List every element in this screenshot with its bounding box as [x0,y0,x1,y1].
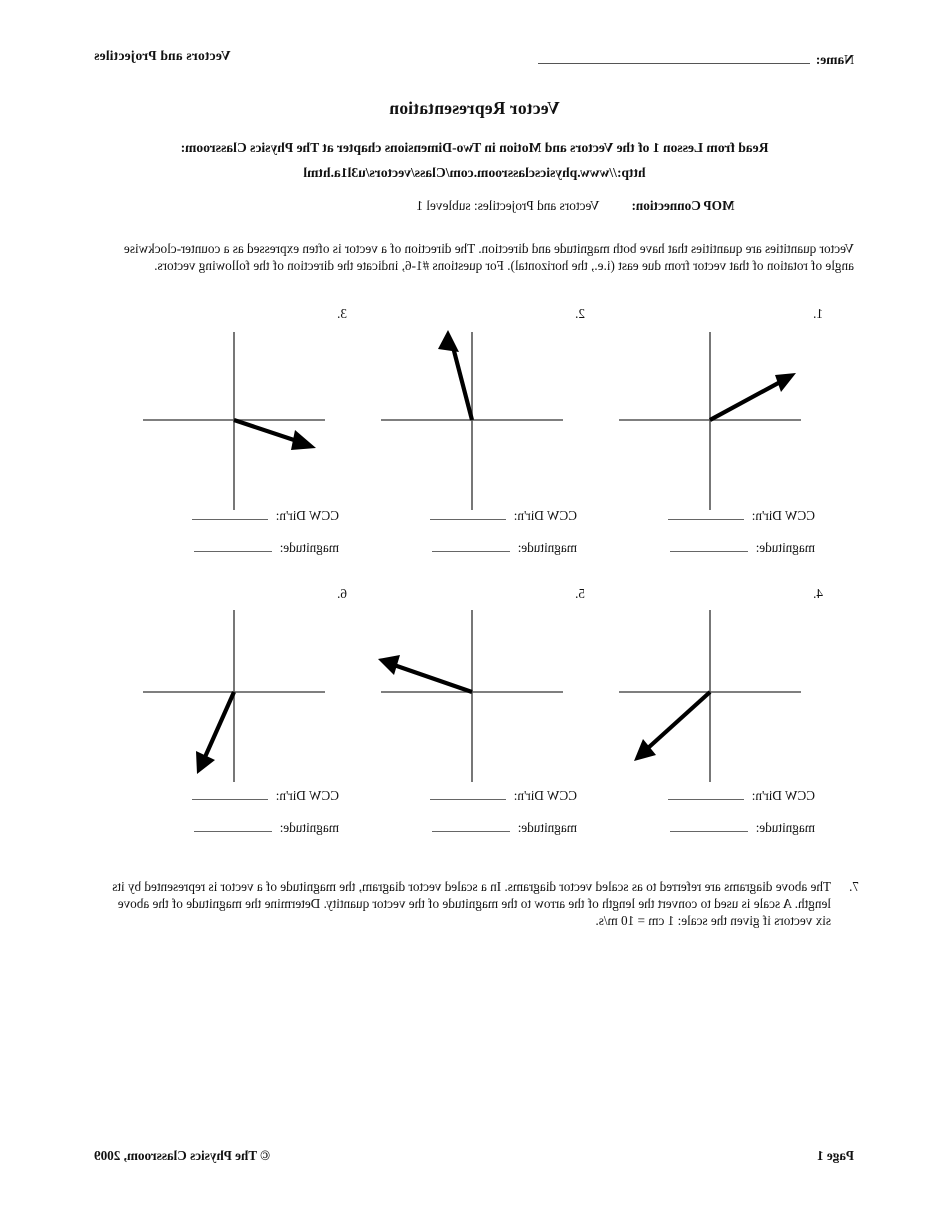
page-header [94,48,854,68]
vector-diagram-4 [601,600,819,800]
ccw-direction-row [601,786,815,804]
question-number: 5. [575,586,585,601]
magnitude-blank[interactable] [670,818,748,832]
name-field-group [538,48,854,68]
magnitude-blank[interactable] [194,538,272,552]
ccw-direction-blank[interactable] [668,506,744,520]
vector-diagram-6 [125,600,343,800]
footer-page-number: Page 1 [817,1148,854,1163]
vector-arrow-4 [634,692,710,761]
magnitude-blank[interactable] [432,538,510,552]
ccw-direction-label: CCW Dir'n: [751,508,815,523]
mop-label: MOP Connection: [631,198,735,213]
magnitude-label: magnitude: [279,540,339,555]
vector-arrow-2 [438,330,472,420]
ccw-direction-label: CCW Dir'n: [275,508,339,523]
ccw-direction-blank[interactable] [192,506,268,520]
magnitude-row [125,538,339,556]
magnitude-label: magnitude: [279,820,339,835]
magnitude-label: magnitude: [755,540,815,555]
magnitude-row [363,818,577,836]
page-title: Vector Representation [389,98,560,118]
vector-diagram-1 [601,320,819,520]
question-number: 3. [337,306,347,321]
question-cell-6 [115,586,353,866]
ccw-direction-label: CCW Dir'n: [751,788,815,803]
ccw-direction-label: CCW Dir'n: [513,788,577,803]
ccw-direction-row [125,786,339,804]
answer-blanks-3 [125,506,339,570]
mop-value: Vectors and Projectiles: sublevel 1 [416,198,600,213]
question-cell-1 [591,306,829,586]
read-from-line: Read from Lesson 1 of the Vectors and Motion in Two-Dimensions chapter at The Physics Classroom: [180,140,769,155]
footer-copyright: © The Physics Classroom, 2009 [94,1148,271,1163]
vector-diagram-3 [125,320,343,520]
diagram-row-top [115,306,829,586]
page-footer [94,1148,854,1164]
question-number: 4. [813,586,823,601]
magnitude-row [125,818,339,836]
vector-diagram-grid [115,306,829,866]
question-7-text: The above diagrams are referred to as scaled vector diagrams. In a scaled vector diagram, the magnitude of a vector is represented by its length. A scale is used to convert the length of the arrow to the magnitude of the vector quantity. Determine the magnitude of the above six vectors if given the scale: 1 cm = 10 m/s. [112,879,831,929]
answer-blanks-5 [363,786,577,850]
magnitude-blank[interactable] [194,818,272,832]
ccw-direction-blank[interactable] [192,786,268,800]
magnitude-label: magnitude: [517,820,577,835]
magnitude-blank[interactable] [432,818,510,832]
ccw-direction-blank[interactable] [430,506,506,520]
ccw-direction-blank[interactable] [668,786,744,800]
name-blank-line[interactable] [538,48,810,64]
vector-arrow-3 [234,420,316,450]
question-cell-4 [591,586,829,866]
intro-paragraph: Vector quantities are quantities that have both magnitude and direction. The direction of a vector is often expressed as a counter-clockwise angle of rotation of that vector from due east (i.e., the horizontal). For questions #1-6, indicate the direction of the following vectors. [123,241,854,274]
ccw-direction-row [363,786,577,804]
ccw-direction-blank[interactable] [430,786,506,800]
magnitude-row [601,818,815,836]
read-from-url[interactable]: http://www.physicsclassroom.com/Class/vectors/u3l1a.html [303,165,646,180]
ccw-direction-label: CCW Dir'n: [513,508,577,523]
question-number: 1. [813,306,823,321]
vector-arrow-1 [710,373,796,420]
mop-connection [0,198,949,214]
ccw-direction-row [601,506,815,524]
answer-blanks-6 [125,786,339,850]
question-cell-3 [115,306,353,586]
magnitude-blank[interactable] [670,538,748,552]
question-number: 6. [337,586,347,601]
question-7 [111,878,859,929]
answer-blanks-4 [601,786,815,850]
name-label: Name: [815,52,854,67]
magnitude-row [363,538,577,556]
vector-diagram-2 [363,320,581,520]
diagram-row-bottom [115,586,829,866]
magnitude-label: magnitude: [517,540,577,555]
vector-arrow-5 [378,655,472,692]
answer-blanks-1 [601,506,815,570]
question-cell-2 [353,306,591,586]
magnitude-label: magnitude: [755,820,815,835]
vector-arrow-6 [196,692,234,774]
question-number: 7. [849,879,859,894]
magnitude-row [601,538,815,556]
ccw-direction-label: CCW Dir'n: [275,788,339,803]
question-number: 2. [575,306,585,321]
vector-diagram-5 [363,600,581,800]
ccw-direction-row [125,506,339,524]
ccw-direction-row [363,506,577,524]
answer-blanks-2 [363,506,577,570]
question-cell-5 [353,586,591,866]
course-title: Vectors and Projectiles [94,48,231,63]
